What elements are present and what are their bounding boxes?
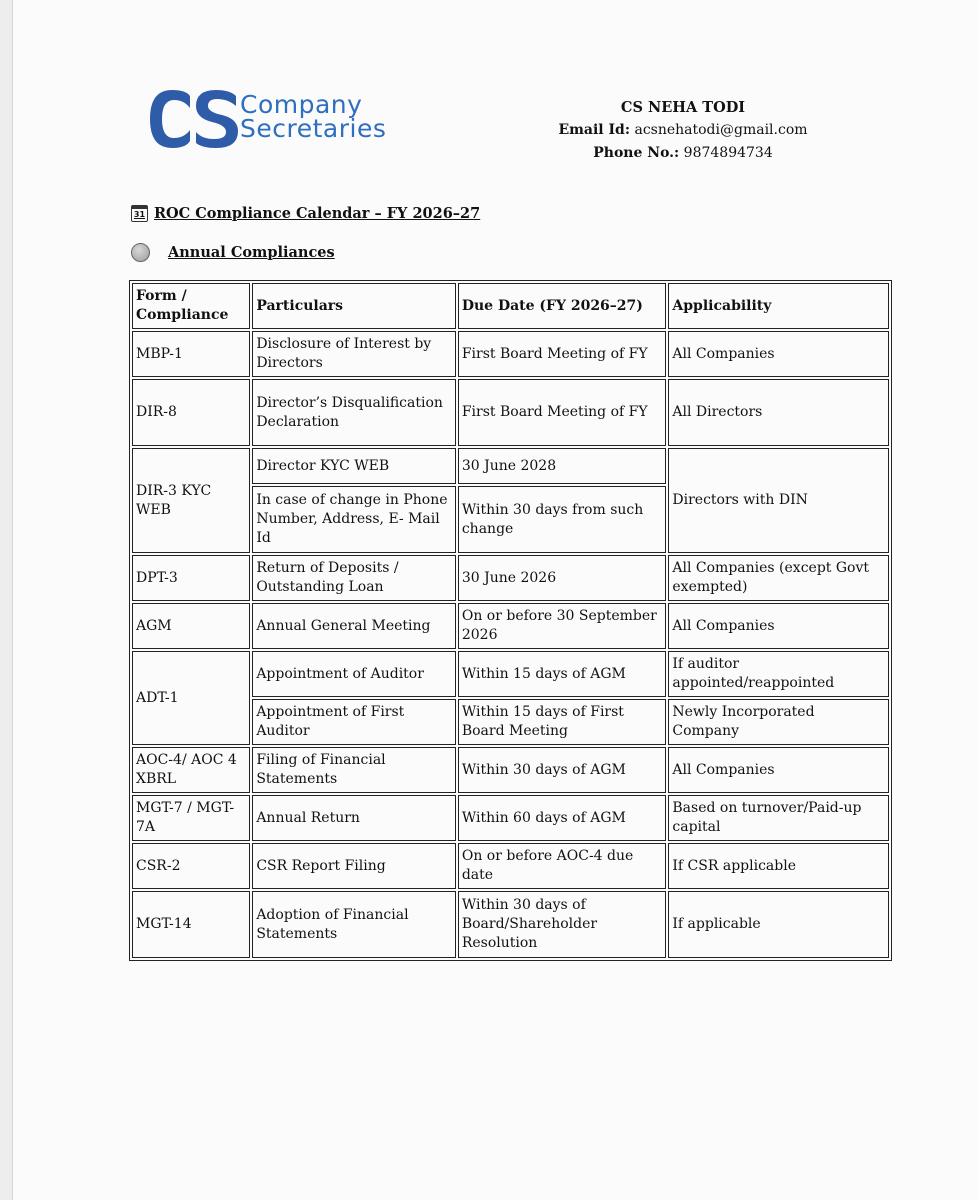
table-row — [132, 379, 889, 446]
table-row — [132, 448, 889, 484]
applicability-cell: If applicable — [668, 891, 889, 958]
applicability-cell: All Companies (except Govt exempted) — [668, 555, 889, 601]
particulars-cell: Return of Deposits / Outstanding Loan — [252, 555, 456, 601]
phone-value: 9874894734 — [683, 145, 773, 161]
form-cell: AOC-4/ AOC 4 XBRL — [132, 747, 250, 793]
form-cell: CSR-2 — [132, 843, 250, 889]
particulars-cell: CSR Report Filing — [252, 843, 456, 889]
form-cell: AGM — [132, 603, 250, 649]
applicability-cell: Directors with DIN — [668, 448, 889, 553]
logo-line-2: Secretaries — [240, 114, 387, 143]
table-row — [132, 555, 889, 601]
due-date-cell: 30 June 2028 — [458, 448, 667, 484]
applicability-cell: If CSR applicable — [668, 843, 889, 889]
due-date-cell: Within 15 days of AGM — [458, 651, 667, 697]
table-row — [132, 747, 889, 793]
phone-line — [543, 142, 823, 165]
particulars-cell: Annual Return — [252, 795, 456, 841]
form-cell: ADT-1 — [132, 651, 250, 745]
compliance-table — [129, 280, 892, 961]
table-row — [132, 795, 889, 841]
form-cell: DPT-3 — [132, 555, 250, 601]
particulars-cell: Disclosure of Interest by Directors — [252, 331, 456, 377]
logo-wordmark — [240, 90, 387, 143]
applicability-cell: All Directors — [668, 379, 889, 446]
particulars-cell: Director’s Disqualification Declaration — [252, 379, 456, 446]
particulars-cell: Appointment of First Auditor — [252, 699, 456, 745]
form-cell: MBP-1 — [132, 331, 250, 377]
section-heading — [131, 243, 335, 262]
applicability-cell: All Companies — [668, 747, 889, 793]
particulars-cell: Filing of Financial Statements — [252, 747, 456, 793]
document-title-text: ROC Compliance Calendar – FY 2026–27 — [154, 205, 481, 222]
due-date-cell: On or before 30 September 2026 — [458, 603, 667, 649]
document-title — [131, 205, 480, 222]
applicability-cell: Based on turnover/Paid-up capital — [668, 795, 889, 841]
circle-bullet-icon — [131, 243, 150, 262]
due-date-cell: Within 30 days from such change — [458, 486, 667, 553]
particulars-cell: Director KYC WEB — [252, 448, 456, 484]
table-row — [132, 331, 889, 377]
applicability-cell: If auditor appointed/reappointed — [668, 651, 889, 697]
due-date-cell: Within 30 days of AGM — [458, 747, 667, 793]
particulars-cell: Adoption of Financial Statements — [252, 891, 456, 958]
form-cell: DIR-3 KYC WEB — [132, 448, 250, 553]
header-form: Form / Compliance — [132, 283, 250, 329]
due-date-cell: Within 15 days of First Board Meeting — [458, 699, 667, 745]
due-date-cell: First Board Meeting of FY — [458, 379, 667, 446]
form-cell: MGT-14 — [132, 891, 250, 958]
particulars-cell: Appointment of Auditor — [252, 651, 456, 697]
table-row — [132, 891, 889, 958]
section-heading-text: Annual Compliances — [168, 244, 335, 261]
header-particulars: Particulars — [252, 283, 456, 329]
email-line — [543, 119, 823, 142]
table-row — [132, 843, 889, 889]
form-cell: DIR-8 — [132, 379, 250, 446]
header-due-date: Due Date (FY 2026–27) — [458, 283, 667, 329]
applicability-cell: All Companies — [668, 331, 889, 377]
due-date-cell: First Board Meeting of FY — [458, 331, 667, 377]
calendar-icon: 31 — [131, 205, 148, 222]
logo-line-1: Company — [240, 90, 363, 119]
particulars-cell: In case of change in Phone Number, Address, E- Mail Id — [252, 486, 456, 553]
table-row — [132, 603, 889, 649]
applicability-cell: All Companies — [668, 603, 889, 649]
due-date-cell: On or before AOC-4 due date — [458, 843, 667, 889]
contact-block — [543, 96, 823, 165]
form-cell: MGT-7 / MGT-7A — [132, 795, 250, 841]
particulars-cell: Annual General Meeting — [252, 603, 456, 649]
email-value: acsnehatodi@gmail.com — [634, 122, 808, 138]
header-applicability: Applicability — [668, 283, 889, 329]
email-label: Email Id: — [558, 122, 631, 138]
author-name: CS NEHA TODI — [620, 99, 746, 116]
due-date-cell: Within 60 days of AGM — [458, 795, 667, 841]
applicability-cell: Newly Incorporated Company — [668, 699, 889, 745]
due-date-cell: Within 30 days of Board/Shareholder Resolution — [458, 891, 667, 958]
document-page — [12, 0, 979, 1200]
cs-logo-mark-icon — [146, 88, 246, 150]
due-date-cell: 30 June 2026 — [458, 555, 667, 601]
phone-label: Phone No.: — [593, 145, 680, 161]
table-header-row — [132, 283, 889, 329]
table-row — [132, 651, 889, 697]
